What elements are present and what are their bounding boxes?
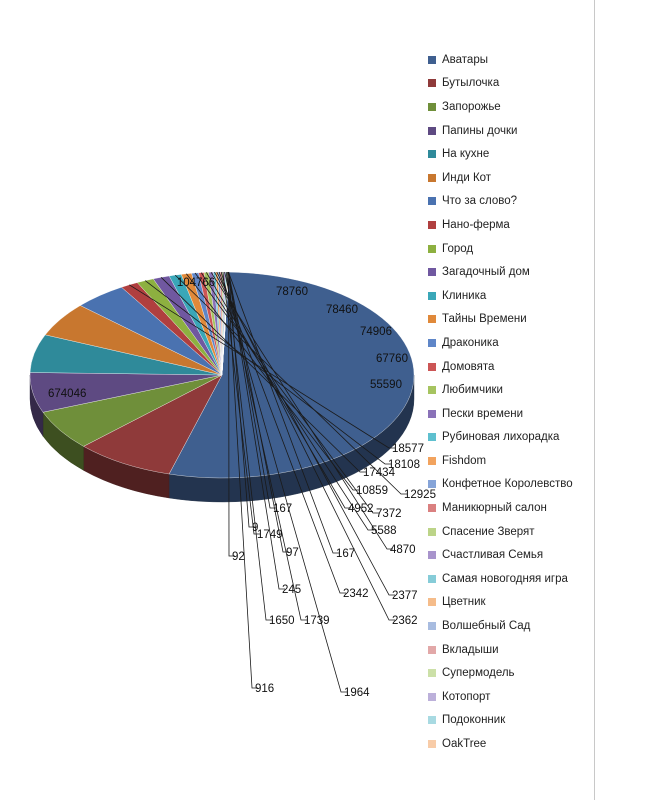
legend-label-19: Маникюрный салон xyxy=(442,502,547,515)
data-label-5: 67760 xyxy=(376,353,408,365)
legend-swatch-9 xyxy=(428,268,436,276)
legend-item-21 xyxy=(428,543,598,567)
data-label-22: 1650 xyxy=(269,615,295,627)
data-label-7: 18577 xyxy=(392,443,424,455)
legend-item-22 xyxy=(428,567,598,591)
legend-label-25: Вкладыши xyxy=(442,643,499,656)
data-label-2: 78760 xyxy=(276,286,308,298)
legend-label-1: Бутылочка xyxy=(442,77,500,90)
legend-swatch-25 xyxy=(428,646,436,654)
legend-swatch-4 xyxy=(428,150,436,158)
legend-label-28: Подоконник xyxy=(442,714,506,727)
legend-swatch-28 xyxy=(428,716,436,724)
legend-label-4: На кухне xyxy=(442,148,490,161)
legend-swatch-1 xyxy=(428,79,436,87)
legend-item-6 xyxy=(428,190,598,214)
legend-label-0: Аватары xyxy=(442,53,488,66)
legend-item-24 xyxy=(428,614,598,638)
data-label-0: 674046 xyxy=(48,388,87,400)
legend-item-20 xyxy=(428,520,598,544)
legend-label-5: Инди Кот xyxy=(442,171,492,184)
data-label-24: 245 xyxy=(282,584,302,596)
legend-label-3: Папины дочки xyxy=(442,124,518,137)
data-label-26: 167 xyxy=(336,548,356,560)
legend-swatch-27 xyxy=(428,693,436,701)
legend-item-25 xyxy=(428,638,598,662)
data-label-21: 1739 xyxy=(304,615,330,627)
legend-swatch-24 xyxy=(428,622,436,630)
legend-swatch-26 xyxy=(428,669,436,677)
legend-item-27 xyxy=(428,685,598,709)
data-label-17: 2362 xyxy=(392,615,418,627)
legend-label-24: Волшебный Сад xyxy=(442,620,531,633)
data-label-1: 104766 xyxy=(176,277,216,289)
legend-label-14: Любимчики xyxy=(442,384,503,397)
data-label-16: 2377 xyxy=(392,590,418,602)
legend-swatch-19 xyxy=(428,504,436,512)
legend-swatch-17 xyxy=(428,457,436,465)
legend-swatch-23 xyxy=(428,598,436,606)
legend-item-9 xyxy=(428,260,598,284)
legend-label-16: Рубиновая лихорадка xyxy=(442,431,560,444)
legend-item-1 xyxy=(428,72,598,96)
legend-label-7: Нано-ферма xyxy=(442,218,510,231)
legend-item-12 xyxy=(428,331,598,355)
legend-swatch-8 xyxy=(428,245,436,253)
legend-swatch-18 xyxy=(428,480,436,488)
legend-label-17: Fishdom xyxy=(442,454,487,467)
data-label-6: 55590 xyxy=(370,379,402,391)
legend-swatch-14 xyxy=(428,386,436,394)
legend-item-13 xyxy=(428,355,598,379)
legend-label-20: Спасение Зверят xyxy=(442,525,535,538)
legend-label-23: Цветник xyxy=(442,596,486,609)
legend-label-10: Клиника xyxy=(442,289,487,302)
data-label-29: 9 xyxy=(252,522,259,534)
legend-label-6: Что за слово? xyxy=(442,195,518,208)
legend-label-12: Драконика xyxy=(442,336,499,349)
legend-label-22: Самая новогодняя игра xyxy=(442,572,568,585)
data-label-15: 4870 xyxy=(390,544,416,556)
legend-label-26: Супермодель xyxy=(442,667,515,680)
legend-item-28 xyxy=(428,709,598,733)
data-label-4: 74906 xyxy=(360,326,392,338)
data-label-13: 5588 xyxy=(371,525,397,537)
legend-item-0 xyxy=(428,48,598,72)
legend-label-11: Тайны Времени xyxy=(442,313,527,326)
legend-item-15 xyxy=(428,402,598,426)
legend-label-13: Домовята xyxy=(442,360,495,373)
legend-label-15: Пески времени xyxy=(442,407,524,420)
legend-item-23 xyxy=(428,591,598,615)
legend-swatch-13 xyxy=(428,363,436,371)
legend-item-4 xyxy=(428,142,598,166)
legend-swatch-2 xyxy=(428,103,436,111)
legend-label-27: Котопорт xyxy=(442,690,491,703)
legend-item-29 xyxy=(428,732,598,756)
legend-swatch-10 xyxy=(428,292,436,300)
legend-label-8: Город xyxy=(442,242,474,255)
legend-label-2: Запорожье xyxy=(442,100,501,113)
legend-item-10 xyxy=(428,284,598,308)
legend-swatch-7 xyxy=(428,221,436,229)
data-label-12: 7372 xyxy=(376,508,402,520)
legend-swatch-12 xyxy=(428,339,436,347)
legend-item-19 xyxy=(428,496,598,520)
legend-item-16 xyxy=(428,426,598,450)
legend-item-8 xyxy=(428,237,598,261)
data-label-3: 78460 xyxy=(326,304,358,316)
legend-swatch-6 xyxy=(428,197,436,205)
data-label-23: 916 xyxy=(255,683,275,695)
legend-swatch-0 xyxy=(428,56,436,64)
legend-item-5 xyxy=(428,166,598,190)
legend-swatch-29 xyxy=(428,740,436,748)
data-label-27: 97 xyxy=(286,547,299,559)
data-label-19: 1964 xyxy=(344,687,370,699)
legend-swatch-21 xyxy=(428,551,436,559)
legend-swatch-20 xyxy=(428,528,436,536)
legend-item-26 xyxy=(428,661,598,685)
legend-item-7 xyxy=(428,213,598,237)
legend-item-11 xyxy=(428,308,598,332)
data-label-8: 18108 xyxy=(388,459,420,471)
legend-item-18 xyxy=(428,473,598,497)
legend-label-9: Загадочный дом xyxy=(442,266,530,279)
legend-swatch-11 xyxy=(428,315,436,323)
legend-item-2 xyxy=(428,95,598,119)
pie-slices xyxy=(30,272,414,478)
legend-item-17 xyxy=(428,449,598,473)
data-label-11: 10859 xyxy=(356,485,388,497)
legend-swatch-3 xyxy=(428,127,436,135)
legend-swatch-22 xyxy=(428,575,436,583)
data-label-20: 1749 xyxy=(257,529,283,541)
legend-item-3 xyxy=(428,119,598,143)
legend xyxy=(428,48,598,756)
data-label-10: 12925 xyxy=(404,489,436,501)
legend-swatch-5 xyxy=(428,174,436,182)
data-label-14: 4952 xyxy=(348,503,374,515)
data-label-9: 17434 xyxy=(363,467,395,479)
legend-item-14 xyxy=(428,378,598,402)
data-label-25: 167 xyxy=(273,503,293,515)
legend-label-29: OakTree xyxy=(442,738,487,751)
legend-label-21: Счастливая Семья xyxy=(442,549,544,562)
legend-label-18: Конфетное Королевство xyxy=(442,478,573,491)
data-label-18: 2342 xyxy=(343,588,369,600)
legend-swatch-15 xyxy=(428,410,436,418)
data-label-28: 92 xyxy=(232,551,245,563)
legend-swatch-16 xyxy=(428,433,436,441)
